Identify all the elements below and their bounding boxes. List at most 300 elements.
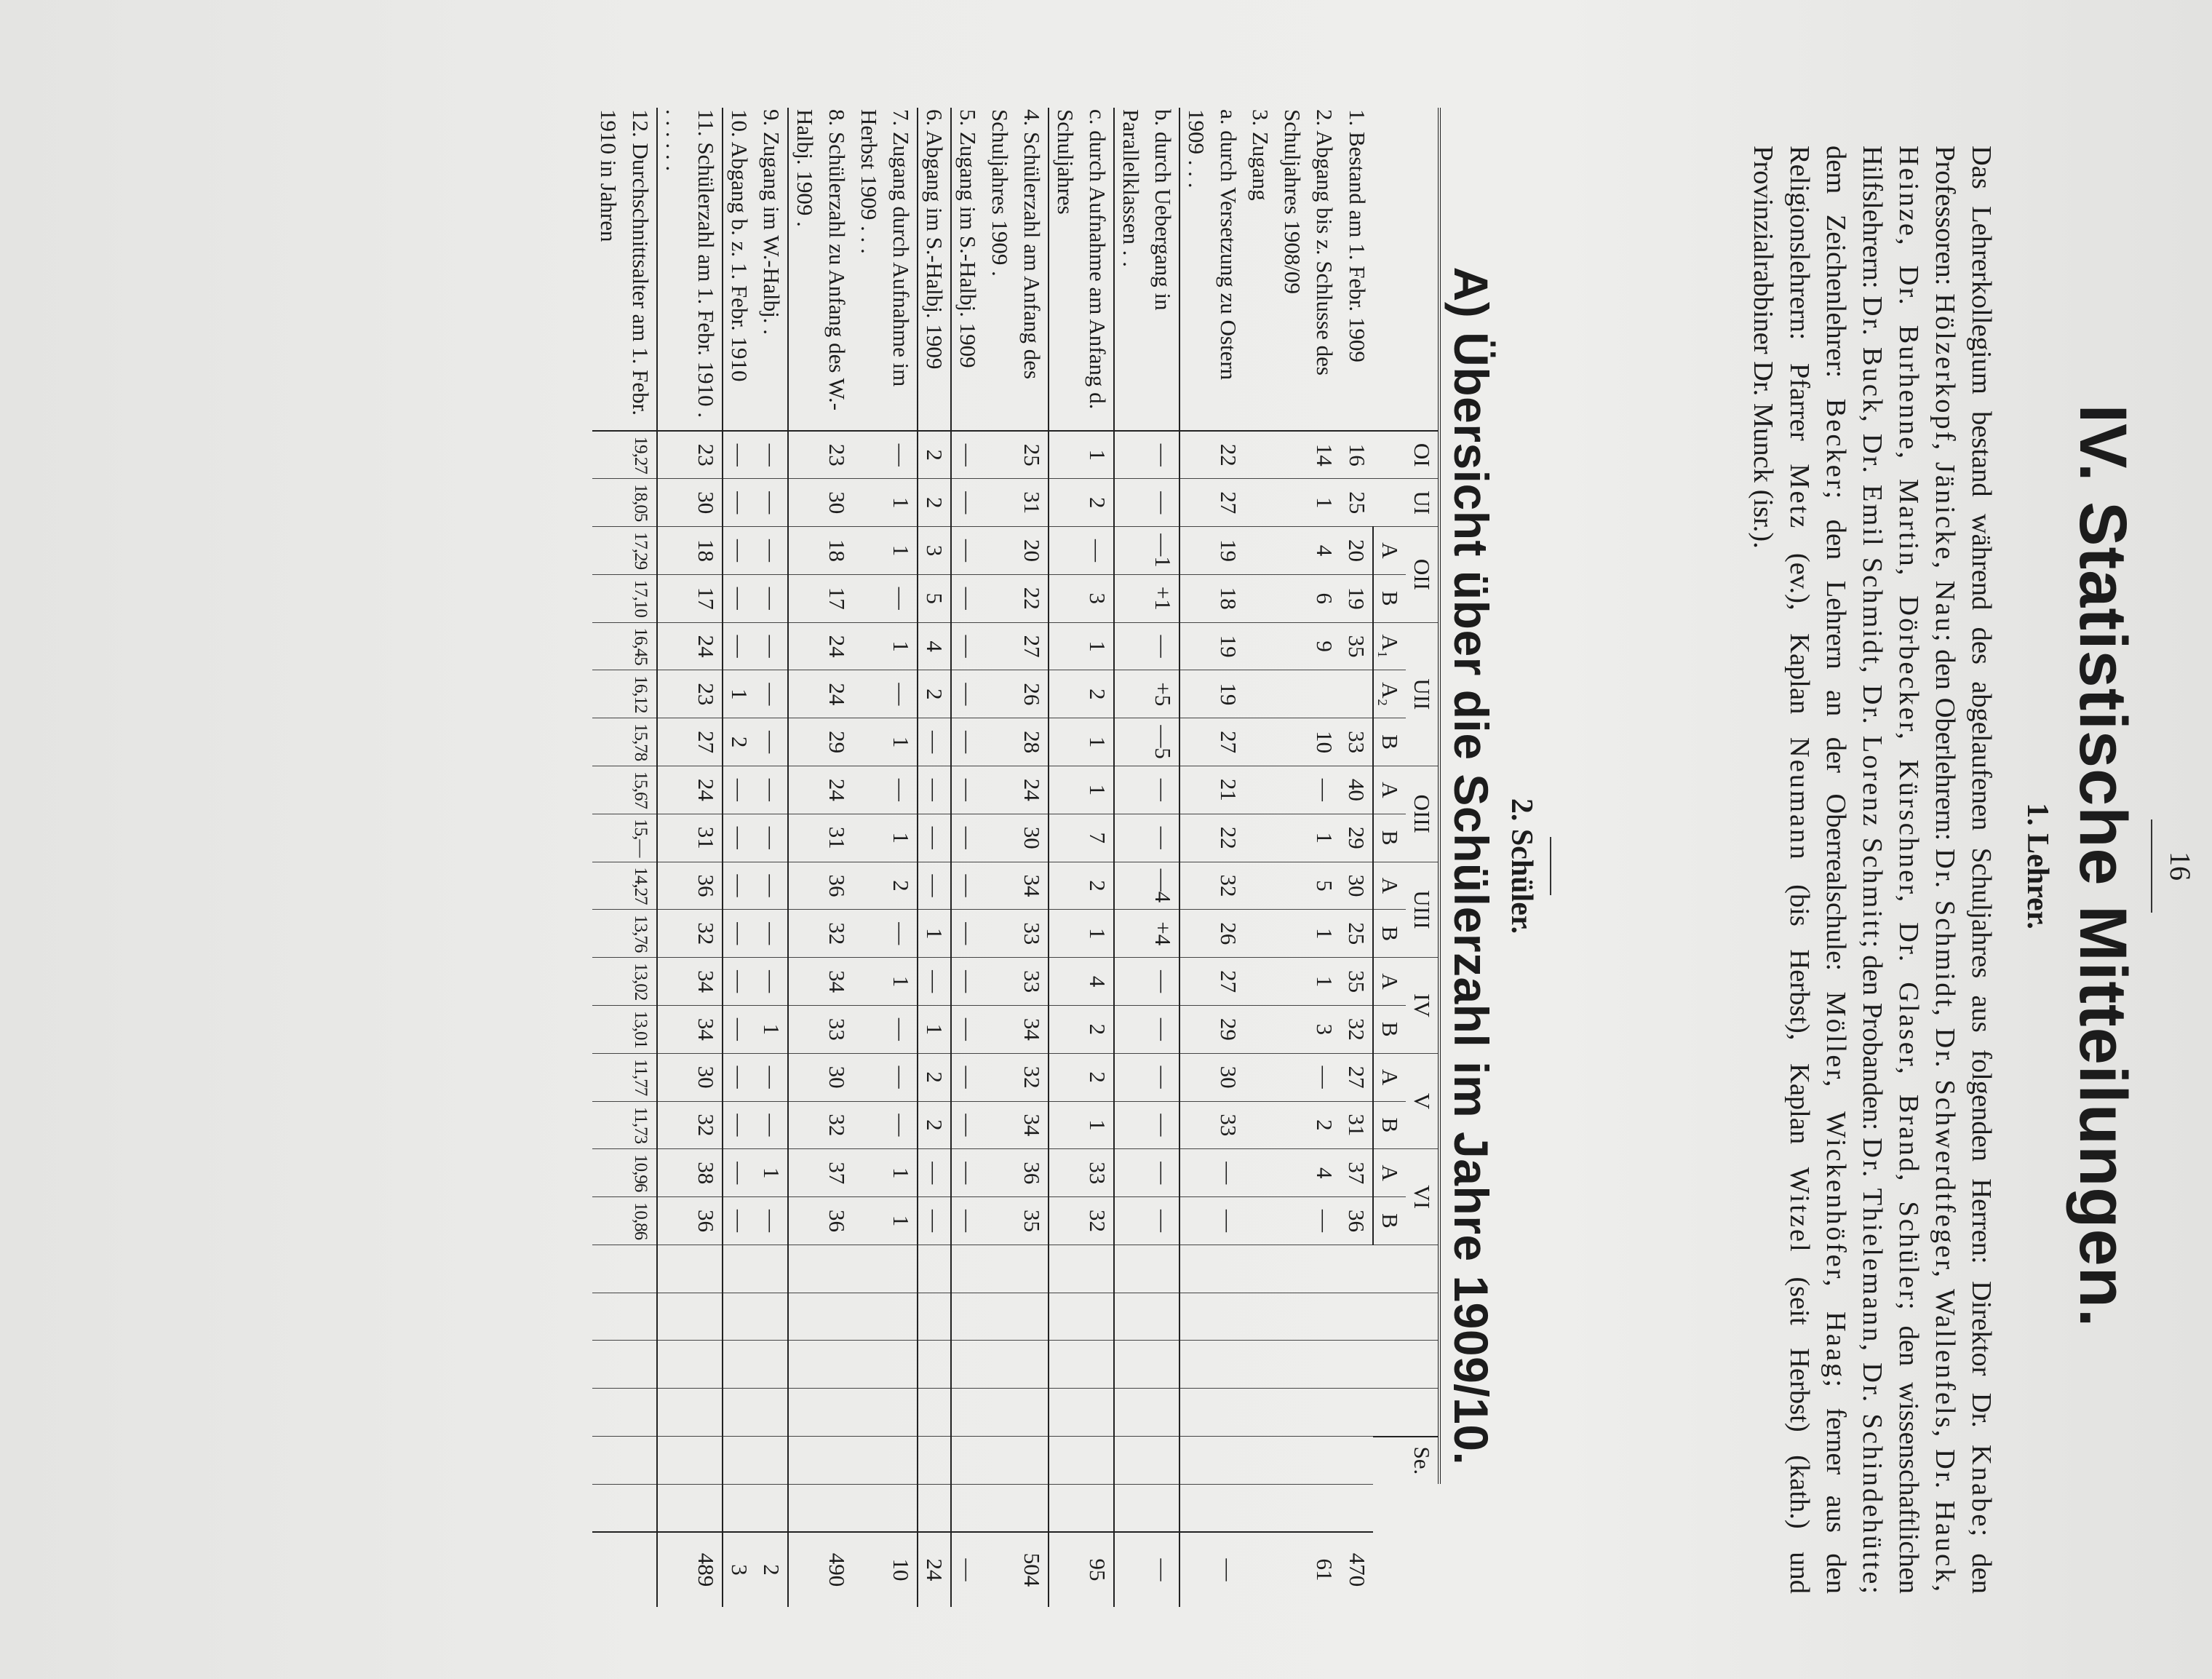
table-cell: 18,05: [592, 479, 657, 527]
table-cell: 34: [984, 1101, 1049, 1149]
table-cell: 9: [1276, 622, 1340, 670]
table-cell: 26: [1179, 910, 1244, 958]
table-cell: —: [918, 862, 951, 910]
table-cell: —: [1114, 1005, 1179, 1053]
table-cell: [951, 1245, 984, 1293]
table-cell: 2: [853, 862, 918, 910]
table-cell: [657, 1341, 723, 1389]
table-row: [1244, 108, 1276, 1607]
table-cell: 38: [657, 1149, 723, 1197]
table-cell: 24: [984, 766, 1049, 814]
table-cell: —: [853, 431, 918, 479]
table-cell: [788, 1245, 853, 1293]
table-cell: 1: [853, 718, 918, 766]
table-cell: [723, 1341, 755, 1389]
table-cell: 33: [1049, 1149, 1114, 1197]
table-cell: 4: [1049, 958, 1114, 1006]
table-cell: —: [755, 814, 788, 862]
subsection-students-heading: 2. Schüler.: [1505, 798, 1538, 934]
table-cell: —1: [1114, 527, 1179, 575]
row-total: —: [1179, 1532, 1244, 1607]
table-cell: [1244, 670, 1276, 718]
table-cell: 15,67: [592, 766, 657, 814]
table-cell: 16: [1340, 431, 1373, 479]
row-total: 470: [1340, 1532, 1373, 1607]
table-cell: —: [755, 1101, 788, 1149]
table-cell: 32: [1340, 1005, 1373, 1053]
table-cell: —: [723, 1053, 755, 1101]
table-cell: 5: [1276, 862, 1340, 910]
table-cell: [853, 1437, 918, 1485]
table-cell: 28: [984, 718, 1049, 766]
table-cell: [1244, 1484, 1276, 1532]
table-cell: [755, 1437, 788, 1485]
row-label: a. durch Versetzung zu Ostern 1909 . . .: [1179, 108, 1244, 431]
teachers-text-21: (seit Herbst) (kath.) und Provinzialrabbiner Dr. Munck (isr.).: [1748, 146, 1815, 1595]
teachers-text-17: (ev.), Kaplan: [1784, 530, 1815, 737]
table-cell: 36: [788, 862, 853, 910]
table-cell: —: [755, 670, 788, 718]
table-cell: [1340, 1341, 1373, 1389]
table-cell: —: [723, 862, 755, 910]
table-cell: 36: [788, 1197, 853, 1245]
table-cell: 17,29: [592, 527, 657, 575]
row-total: 2: [755, 1532, 788, 1607]
table-cell: 31: [788, 814, 853, 862]
table-cell: —: [853, 670, 918, 718]
table-body: [592, 108, 1373, 1607]
table-cell: [1179, 1341, 1244, 1389]
teachers-text-3: ; den Professoren:: [1930, 146, 1997, 1594]
table-cell: [1114, 1245, 1179, 1293]
table-cell: —: [853, 910, 918, 958]
table-cell: —: [1276, 1053, 1340, 1101]
table-cell: 16,12: [592, 670, 657, 718]
table-cell: —: [1179, 1197, 1244, 1245]
table-cell: 18: [657, 527, 723, 575]
teachers-text-11: ; dem Zeichenlehrer:: [1821, 146, 1887, 1594]
table-cell: —: [723, 1197, 755, 1245]
table-cell: 20: [1340, 527, 1373, 575]
table-cell: [788, 1293, 853, 1341]
table-cell: 32: [788, 910, 853, 958]
table-cell: [1244, 1341, 1276, 1389]
table-cell: —: [755, 527, 788, 575]
teachers-text-1: Das Lehrerkollegium bestand während des abgelaufenen Schuljahres aus folgenden Herren: Direktor Dr.: [1966, 146, 1997, 1445]
table-cell: 31: [1340, 1101, 1373, 1149]
table-cell: [853, 1484, 918, 1532]
table-cell: —: [951, 1101, 984, 1149]
table-cell: 2: [918, 670, 951, 718]
table-cell: —: [1114, 766, 1179, 814]
table-cell: [1049, 1293, 1114, 1341]
table-cell: [918, 1341, 951, 1389]
table-cell: [951, 1484, 984, 1532]
table-cell: 29: [1179, 1005, 1244, 1053]
table-cell: [1244, 1437, 1276, 1485]
table-cell: [1244, 1053, 1276, 1101]
row-total: 489: [657, 1532, 723, 1607]
table-cell: 24: [657, 622, 723, 670]
table-row: [657, 108, 723, 1607]
table-cell: [657, 1245, 723, 1293]
table-cell: [592, 1341, 657, 1389]
row-label: 11. Schülerzahl am 1. Febr. 1910 . . . . . . .: [657, 108, 723, 431]
table-cell: 21: [1179, 766, 1244, 814]
table-cell: [1244, 1101, 1276, 1149]
teachers-text-10: Dr. Thielemann, Dr. Schindehütte: [1857, 1138, 1887, 1587]
subheader-5: A: [1373, 766, 1406, 814]
subheader-10: B: [1373, 1005, 1406, 1053]
table-cell: 30: [657, 1053, 723, 1101]
table-cell: [1114, 1389, 1179, 1437]
table-cell: 19,27: [592, 431, 657, 479]
header-extra-2: [1373, 1293, 1439, 1341]
table-cell: —: [853, 1101, 918, 1149]
table-cell: 1: [853, 1197, 918, 1245]
header-V: V: [1406, 1053, 1439, 1149]
table-cell: [755, 1245, 788, 1293]
table-cell: [984, 1389, 1049, 1437]
table-cell: 1: [1049, 910, 1114, 958]
divider-rule: [1550, 837, 1551, 895]
subheader-4: B: [1373, 718, 1406, 766]
row-total: 490: [788, 1532, 853, 1607]
table-cell: 20: [984, 527, 1049, 575]
table-cell: 17,10: [592, 574, 657, 622]
table-cell: 26: [984, 670, 1049, 718]
header-extra-4: [1373, 1389, 1439, 1437]
teachers-text-12: Becker: [1821, 398, 1851, 491]
table-cell: [1244, 766, 1276, 814]
row-label: 7. Zugang durch Aufnahme im Herbst 1909 . . .: [853, 108, 918, 431]
table-cell: —: [853, 766, 918, 814]
table-cell: —: [951, 910, 984, 958]
subheader-12: B: [1373, 1101, 1406, 1149]
table-cell: 4: [1276, 1149, 1340, 1197]
table-cell: [984, 1437, 1049, 1485]
table-cell: 2: [1049, 862, 1114, 910]
teachers-paragraph: [1745, 146, 2000, 1594]
table-cell: [755, 1389, 788, 1437]
table-cell: 30: [1340, 862, 1373, 910]
table-cell: 29: [1340, 814, 1373, 862]
table-cell: —: [755, 622, 788, 670]
teachers-text-9: ; den Probanden:: [1857, 940, 1887, 1138]
header-label-corner: [1373, 108, 1439, 431]
table-cell: [1244, 1245, 1276, 1293]
table-cell: +4: [1114, 910, 1179, 958]
table-cell: 34: [984, 862, 1049, 910]
table-row: [1276, 108, 1340, 1607]
header-extra-3: [1373, 1341, 1439, 1389]
table-cell: 13,01: [592, 1005, 657, 1053]
row-label: 8. Schülerzahl zu Anfang des W.-Halbj. 1909 .: [788, 108, 853, 431]
table-cell: —: [1114, 479, 1179, 527]
table-cell: 6: [1276, 574, 1340, 622]
table-cell: [853, 1245, 918, 1293]
table-cell: 2: [1049, 1053, 1114, 1101]
table-cell: [1049, 1389, 1114, 1437]
table-cell: —: [1049, 527, 1114, 575]
table-cell: —: [755, 766, 788, 814]
table-cell: 10,86: [592, 1197, 657, 1245]
table-cell: [1244, 958, 1276, 1006]
table-cell: [1179, 1484, 1244, 1532]
table-cell: [984, 1293, 1049, 1341]
table-cell: 16,45: [592, 622, 657, 670]
table-cell: +1: [1114, 574, 1179, 622]
table-cell: 27: [984, 622, 1049, 670]
table-cell: 1: [1049, 766, 1114, 814]
table-cell: 30: [657, 479, 723, 527]
header-UIII: UIII: [1406, 862, 1439, 958]
table-cell: —: [1114, 958, 1179, 1006]
table-cell: 30: [1179, 1053, 1244, 1101]
row-label: c. durch Aufnahme am Anfang d. Schuljahres: [1049, 108, 1114, 431]
table-cell: 25: [1340, 479, 1373, 527]
table-cell: 1: [918, 1005, 951, 1053]
table-cell: —: [918, 1197, 951, 1245]
table-title: A) Übersicht über die Schülerzahl im Jahre 1909/10.: [1444, 266, 1498, 1466]
table-cell: —: [1276, 1197, 1340, 1245]
table-cell: [984, 1484, 1049, 1532]
subheader-6: B: [1373, 814, 1406, 862]
table-cell: 32: [657, 910, 723, 958]
subsection-teachers-heading: 1. Lehrer.: [2021, 803, 2054, 929]
table-cell: 2: [918, 479, 951, 527]
table-cell: [918, 1389, 951, 1437]
table-row: [984, 108, 1049, 1607]
table-cell: —: [723, 910, 755, 958]
row-total: [592, 1532, 657, 1607]
subheader-11: A: [1373, 1053, 1406, 1101]
teachers-text-20: Witzel: [1784, 1167, 1815, 1254]
table-cell: —4: [1114, 862, 1179, 910]
table-cell: 14,27: [592, 862, 657, 910]
table-cell: —: [951, 574, 984, 622]
table-cell: —: [723, 1149, 755, 1197]
table-cell: 23: [788, 431, 853, 479]
table-cell: 36: [984, 1149, 1049, 1197]
table-cell: 23: [657, 431, 723, 479]
table-cell: [1276, 1484, 1340, 1532]
table-cell: —5: [1114, 718, 1179, 766]
table-cell: —: [918, 1149, 951, 1197]
header-sum: Se.: [1373, 1437, 1439, 1485]
subheader-2: A₁: [1373, 622, 1406, 670]
header-VI: VI: [1406, 1149, 1439, 1245]
table-cell: 15,78: [592, 718, 657, 766]
table-cell: —: [723, 1101, 755, 1149]
table-cell: [1276, 1437, 1340, 1485]
table-cell: [1049, 1437, 1114, 1485]
table-cell: [755, 1293, 788, 1341]
table-cell: [1114, 1437, 1179, 1485]
table-cell: 34: [984, 1005, 1049, 1053]
subheader-3: A₂: [1373, 670, 1406, 718]
table-cell: —: [755, 431, 788, 479]
table-cell: 1: [1276, 958, 1340, 1006]
table-cell: 22: [984, 574, 1049, 622]
table-cell: [918, 1245, 951, 1293]
table-cell: 32: [1049, 1197, 1114, 1245]
row-total: 504: [984, 1532, 1049, 1607]
teachers-text-6: Dr. Schmidt, Dr. Schwerdtfeger, Wallenfels, Dr. Hauck, Heinze, Dr. Burhenne, Martin, Dörbecker, Kürschner, Dr. Glaser, Brand, Schüler: [1893, 146, 1960, 1594]
table-cell: —: [755, 479, 788, 527]
table-cell: [1244, 527, 1276, 575]
table-cell: 1: [1049, 622, 1114, 670]
table-cell: —: [755, 910, 788, 958]
table-cell: [1244, 1293, 1276, 1341]
table-cell: 18: [1179, 574, 1244, 622]
table-cell: —: [951, 527, 984, 575]
table-cell: —: [951, 431, 984, 479]
teachers-text-13: ; den Lehrern an der Oberrealschule:: [1821, 491, 1851, 992]
table-cell: —: [755, 1197, 788, 1245]
subheader-14: B: [1373, 1197, 1406, 1245]
table-cell: 1: [755, 1005, 788, 1053]
row-total: —: [1114, 1532, 1179, 1607]
table-cell: [1049, 1245, 1114, 1293]
table-cell: [918, 1437, 951, 1485]
table-cell: [1244, 1005, 1276, 1053]
table-cell: 24: [788, 670, 853, 718]
student-statistics-table: [592, 108, 1441, 1607]
header-UII: UII: [1406, 622, 1439, 766]
table-cell: [788, 1484, 853, 1532]
table-cell: —: [723, 431, 755, 479]
table-cell: [1179, 1293, 1244, 1341]
row-total: 61: [1276, 1532, 1340, 1607]
table-cell: [1049, 1484, 1114, 1532]
table-cell: 32: [657, 1101, 723, 1149]
table-cell: 1: [1049, 1101, 1114, 1149]
table-cell: 1: [1049, 718, 1114, 766]
table-cell: —: [755, 718, 788, 766]
table-cell: 2: [723, 718, 755, 766]
table-cell: 17: [657, 574, 723, 622]
table-cell: 30: [788, 1053, 853, 1101]
table-cell: [1340, 1293, 1373, 1341]
table-cell: 1: [853, 622, 918, 670]
table-cell: 2: [918, 1101, 951, 1149]
table-cell: [853, 1293, 918, 1341]
table-cell: 31: [657, 814, 723, 862]
table-cell: 19: [1179, 670, 1244, 718]
row-total: 10: [853, 1532, 918, 1607]
table-cell: 34: [788, 958, 853, 1006]
table-cell: —: [1114, 814, 1179, 862]
table-cell: —: [951, 670, 984, 718]
table-cell: [788, 1389, 853, 1437]
table-cell: 34: [657, 1005, 723, 1053]
table-cell: —: [951, 958, 984, 1006]
table-cell: 4: [918, 622, 951, 670]
table-cell: 1: [1049, 431, 1114, 479]
table-cell: 27: [1340, 1053, 1373, 1101]
table-cell: —: [1276, 766, 1340, 814]
table-cell: 1: [755, 1149, 788, 1197]
table-cell: 27: [1179, 958, 1244, 1006]
table-cell: [1340, 670, 1373, 718]
table-cell: 2: [1049, 1005, 1114, 1053]
table-cell: [951, 1341, 984, 1389]
table-cell: 22: [1179, 814, 1244, 862]
header-extra-1: [1373, 1245, 1439, 1293]
table-cell: 10: [1276, 718, 1340, 766]
table-cell: [592, 1245, 657, 1293]
table-row: [1049, 108, 1114, 1607]
table-cell: [1244, 574, 1276, 622]
table-cell: [1114, 1293, 1179, 1341]
table-cell: [1276, 1389, 1340, 1437]
table-cell: —: [918, 766, 951, 814]
table-cell: —: [918, 958, 951, 1006]
table-cell: [1244, 814, 1276, 862]
table-cell: 32: [1179, 862, 1244, 910]
table-cell: 33: [984, 958, 1049, 1006]
table-cell: —: [723, 622, 755, 670]
table-cell: 37: [788, 1149, 853, 1197]
table-cell: [853, 1341, 918, 1389]
table-cell: [723, 1389, 755, 1437]
table-cell: 27: [1179, 718, 1244, 766]
subheader-0: A: [1373, 527, 1406, 575]
table-cell: —: [951, 766, 984, 814]
table-cell: [657, 1389, 723, 1437]
table-cell: 30: [984, 814, 1049, 862]
row-total: 24: [918, 1532, 951, 1607]
table-cell: —: [951, 1053, 984, 1101]
table-cell: 36: [657, 1197, 723, 1245]
table-cell: —: [723, 527, 755, 575]
teachers-text-18: Neumann: [1784, 737, 1815, 862]
row-label: 4. Schülerzahl am Anfang des Schuljahres 1909 .: [984, 108, 1049, 431]
table-cell: 27: [657, 718, 723, 766]
table-cell: 36: [1340, 1197, 1373, 1245]
table-cell: 24: [657, 766, 723, 814]
row-label: 6. Abgang im S.-Halbj. 1909: [918, 108, 951, 431]
table-cell: [918, 1293, 951, 1341]
table-cell: 13,02: [592, 958, 657, 1006]
table-cell: —: [723, 1005, 755, 1053]
table-cell: —: [951, 1005, 984, 1053]
table-cell: 3: [1049, 574, 1114, 622]
table-cell: [1340, 1437, 1373, 1485]
table-cell: [1244, 862, 1276, 910]
table-cell: [1114, 1341, 1179, 1389]
table-cell: —: [1114, 1197, 1179, 1245]
table-cell: —: [1114, 1053, 1179, 1101]
table-cell: 2: [1276, 1101, 1340, 1149]
table-cell: [1276, 1293, 1340, 1341]
table-cell: —: [755, 958, 788, 1006]
teachers-text-8: Dr. Buck, Dr. Emil Schmidt, Dr. Lorenz Schmitt: [1857, 295, 1887, 940]
row-label: 9. Zugang im W.-Halbj. .: [755, 108, 788, 431]
table-cell: —: [951, 814, 984, 862]
table-cell: [853, 1389, 918, 1437]
teachers-text-15: ; ferner aus den Religionslehrern: Pfarrer: [1784, 146, 1851, 1595]
table-cell: —: [1114, 1149, 1179, 1197]
table-cell: 19: [1340, 574, 1373, 622]
row-label: b. durch Uebergang in Parallelklassen . .: [1114, 108, 1179, 431]
table-cell: [592, 1389, 657, 1437]
table-cell: [592, 1437, 657, 1485]
table-cell: —: [1179, 1149, 1244, 1197]
table-cell: —: [853, 1053, 918, 1101]
rotated-page: [306, 87, 2197, 1645]
